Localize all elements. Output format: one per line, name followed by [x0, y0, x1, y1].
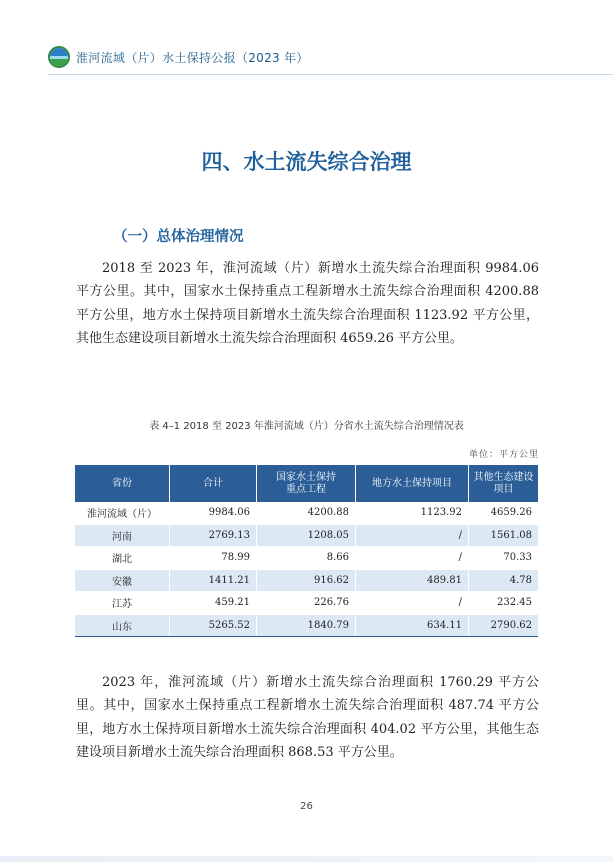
cell-national: 1208.05 [257, 524, 356, 547]
cell-other: 4.78 [469, 569, 539, 592]
table-row [75, 592, 538, 615]
header-total: 合计 [170, 465, 257, 502]
header-divider [48, 74, 613, 75]
table-caption: 表 4–1 2018 至 2023 年淮河流域（片）分省水土流失综合治理情况表 [149, 421, 464, 432]
table-row [75, 547, 538, 570]
cell-national: 8.66 [257, 547, 356, 570]
cell-province: 安徽 [75, 569, 170, 592]
header-local: 地方水土保持项目 [356, 465, 469, 502]
paragraph-summary-2023: 2023 年，淮河流域（片）新增水土流失综合治理面积 1760.29 平方公里。其中，国家水土保持重点工程新增水土流失综合治理面积 487.74 平方公里，地方水土保持项目新增水土流失综合治理面积 404.02 平方公里，其他生态建设项目新增水土流失综合治理面积 868.53 平方公里。 [76, 675, 539, 761]
table-header-row [75, 465, 538, 502]
cell-province: 山东 [75, 614, 170, 637]
cell-local: 489.81 [356, 569, 469, 592]
running-header [48, 46, 309, 68]
cell-province: 淮河流域（片） [75, 502, 170, 524]
cell-total: 1411.21 [170, 569, 257, 592]
table-row [75, 569, 538, 592]
cell-local: 1123.92 [356, 502, 469, 524]
table-unit: 单位：平方公里 [468, 450, 539, 460]
cell-local: / [356, 547, 469, 570]
cell-local: / [356, 592, 469, 615]
cell-other: 2790.62 [469, 614, 539, 637]
table-row [75, 502, 538, 524]
header-national-line2: 重点工程 [286, 483, 326, 495]
cell-national: 4200.88 [257, 502, 356, 524]
paragraph-summary-2018-2023: 2018 至 2023 年，淮河流域（片）新增水土流失综合治理面积 9984.06 平方公里。其中，国家水土保持重点工程新增水土流失综合治理面积 4200.88 平方公里，地方水土保持项目新增水土流失综合治理面积 1123.92 平方公里，其他生态建设项目新增水土流失综合治理面积 4659.26 平方公里。 [76, 261, 539, 347]
cell-total: 459.21 [170, 592, 257, 615]
cell-province: 江苏 [75, 592, 170, 615]
header-province: 省份 [75, 465, 170, 502]
cell-local: 634.11 [356, 614, 469, 637]
cell-national: 1840.79 [257, 614, 356, 637]
cell-local: / [356, 524, 469, 547]
table-row [75, 614, 538, 637]
cell-province: 湖北 [75, 547, 170, 570]
chapter-title: 四、水土流失综合治理 [201, 150, 412, 174]
header-national-line1: 国家水土保持 [276, 471, 336, 483]
cell-other: 1561.08 [469, 524, 539, 547]
page-number: 26 [300, 801, 313, 812]
footer-band [0, 856, 613, 862]
section-title: （一）总体治理情况 [113, 229, 244, 245]
cell-total: 2769.13 [170, 524, 257, 547]
cell-total: 78.99 [170, 547, 257, 570]
cell-total: 5265.52 [170, 614, 257, 637]
cell-other: 70.33 [469, 547, 539, 570]
cell-total: 9984.06 [170, 502, 257, 524]
province-treatment-table [75, 465, 538, 637]
header-title: 淮河流域（片）水土保持公报（2023 年） [76, 50, 309, 65]
bureau-logo-icon [48, 46, 70, 68]
header-national [257, 465, 356, 502]
cell-national: 916.62 [257, 569, 356, 592]
table-row [75, 524, 538, 547]
cell-province: 河南 [75, 524, 170, 547]
cell-other: 4659.26 [469, 502, 539, 524]
header-other: 其他生态建设项目 [469, 465, 539, 502]
cell-other: 232.45 [469, 592, 539, 615]
cell-national: 226.76 [257, 592, 356, 615]
